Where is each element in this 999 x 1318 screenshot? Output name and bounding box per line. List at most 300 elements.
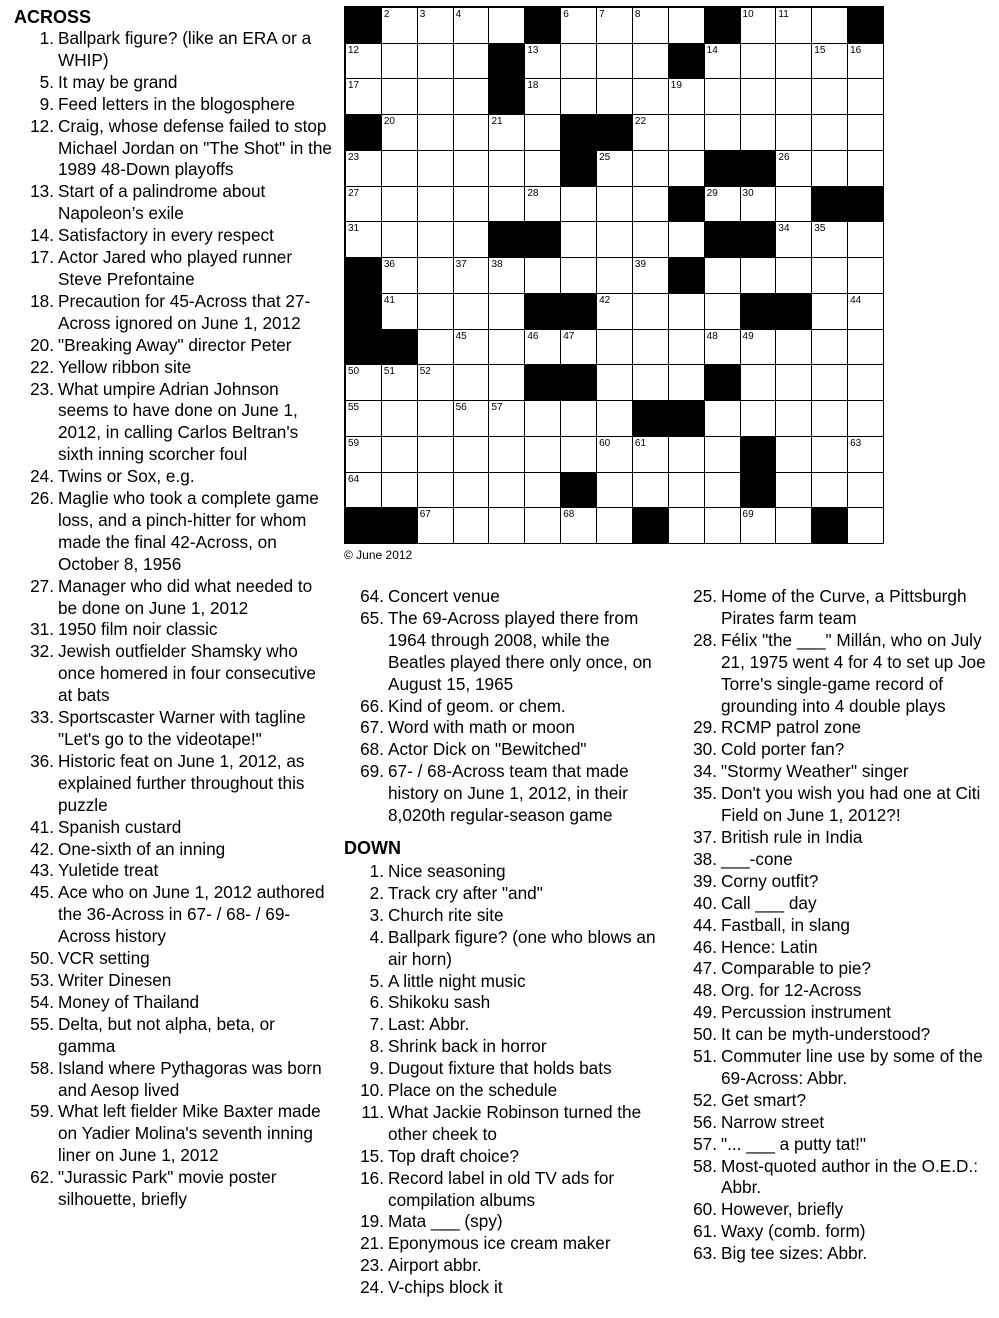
grid-square[interactable] <box>669 437 705 473</box>
grid-square[interactable] <box>382 79 418 115</box>
grid-square[interactable] <box>561 222 597 258</box>
grid-square[interactable] <box>705 508 741 544</box>
grid-square[interactable] <box>489 115 525 151</box>
square-number: 61 <box>634 437 647 449</box>
grid-square[interactable] <box>346 401 382 437</box>
clue-number: 27. <box>30 575 54 596</box>
grid-square[interactable] <box>633 115 669 151</box>
grid-square[interactable] <box>418 151 454 187</box>
grid-square[interactable] <box>669 222 705 258</box>
clue-text: Jewish outfielder Shamsky who once homered in four consecutive at bats <box>58 641 316 706</box>
grid-block-square <box>346 508 382 544</box>
clue-text: Satisfactory in every respect <box>58 225 274 246</box>
grid-square[interactable] <box>454 365 490 401</box>
clue-text: One-sixth of an inning <box>58 838 226 859</box>
grid-square[interactable] <box>776 79 812 115</box>
grid-square[interactable] <box>669 473 705 509</box>
grid-square[interactable] <box>561 330 597 366</box>
clue-item <box>344 761 664 827</box>
grid-square[interactable] <box>382 8 418 44</box>
grid-square[interactable] <box>812 473 848 509</box>
square-number: 38 <box>491 259 503 271</box>
grid-square[interactable] <box>382 294 418 330</box>
clue-number: 15. <box>360 1145 384 1166</box>
grid-square[interactable] <box>597 79 633 115</box>
grid-square[interactable] <box>848 294 884 330</box>
grid-square[interactable] <box>489 401 525 437</box>
clue-number: 53. <box>30 969 54 990</box>
grid-square[interactable] <box>812 330 848 366</box>
square-number: 68 <box>563 509 575 521</box>
grid-square[interactable] <box>382 473 418 509</box>
clue-text: "... ___ a putty tat!" <box>721 1133 867 1154</box>
square-number: 14 <box>706 44 718 56</box>
down-clue-list <box>344 861 664 1299</box>
grid-square[interactable] <box>382 44 418 80</box>
clue-item <box>344 1211 664 1233</box>
grid-square[interactable] <box>561 401 597 437</box>
grid-square[interactable] <box>382 258 418 294</box>
grid-square[interactable] <box>633 437 669 473</box>
grid-square[interactable] <box>705 258 741 294</box>
square-number: 52 <box>419 366 431 378</box>
grid-square[interactable] <box>741 115 777 151</box>
clue-number: 50. <box>30 948 54 969</box>
grid-square[interactable] <box>741 8 777 44</box>
grid-square[interactable] <box>489 187 525 223</box>
grid-square[interactable] <box>633 44 669 80</box>
grid-square[interactable] <box>525 258 561 294</box>
grid-square[interactable] <box>812 115 848 151</box>
grid-square[interactable] <box>346 187 382 223</box>
grid-square[interactable] <box>561 187 597 223</box>
clue-number: 59. <box>30 1101 54 1122</box>
grid-square[interactable] <box>848 115 884 151</box>
grid-square[interactable] <box>382 151 418 187</box>
grid-square[interactable] <box>418 508 454 544</box>
clue-number: 21. <box>360 1233 384 1254</box>
grid-square[interactable] <box>776 330 812 366</box>
clue-item <box>344 717 664 739</box>
clue-number: 48. <box>693 980 717 1001</box>
clue-number: 46. <box>693 936 717 957</box>
clue-text: Actor Dick on "Bewitched" <box>388 739 587 760</box>
grid-square[interactable] <box>669 115 705 151</box>
grid-square[interactable] <box>561 8 597 44</box>
grid-square[interactable] <box>418 187 454 223</box>
grid-square[interactable] <box>418 401 454 437</box>
grid-square[interactable] <box>848 151 884 187</box>
clue-number: 60. <box>693 1199 717 1220</box>
clue-text: Money of Thailand <box>58 991 200 1012</box>
square-number: 12 <box>348 44 360 56</box>
clue-item <box>677 630 989 718</box>
right-clues-column <box>677 586 989 1265</box>
grid-square[interactable] <box>812 79 848 115</box>
grid-square[interactable] <box>454 508 490 544</box>
grid-square[interactable] <box>525 187 561 223</box>
grid-square[interactable] <box>597 44 633 80</box>
grid-square[interactable] <box>776 437 812 473</box>
grid-block-square <box>346 330 382 366</box>
clue-text: Hence: Latin <box>721 936 818 957</box>
square-number: 22 <box>634 116 647 128</box>
clue-number: 30. <box>693 739 717 760</box>
grid-square[interactable] <box>418 365 454 401</box>
clue-text: Ballpark figure? (one who blows an air horn) <box>388 926 656 969</box>
clue-item <box>677 937 989 959</box>
grid-square[interactable] <box>454 401 490 437</box>
clue-item <box>344 1036 664 1058</box>
grid-square[interactable] <box>561 258 597 294</box>
clue-number: 23. <box>360 1255 384 1276</box>
square-number: 69 <box>742 509 754 521</box>
clue-number: 5. <box>39 71 54 92</box>
grid-square[interactable] <box>848 258 884 294</box>
grid-square[interactable] <box>418 330 454 366</box>
clue-text: "Jurassic Park" movie poster silhouette, briefly <box>58 1167 277 1210</box>
grid-square[interactable] <box>525 79 561 115</box>
clue-item <box>677 1024 989 1046</box>
grid-square[interactable] <box>597 508 633 544</box>
grid-block-square <box>525 8 561 44</box>
grid-square[interactable] <box>848 365 884 401</box>
grid-square[interactable] <box>776 187 812 223</box>
grid-square[interactable] <box>525 437 561 473</box>
grid-square[interactable] <box>705 330 741 366</box>
grid-square[interactable] <box>669 294 705 330</box>
grid-block-square <box>561 294 597 330</box>
down-heading: DOWN <box>344 837 401 858</box>
clue-number: 32. <box>30 641 54 662</box>
grid-square[interactable] <box>525 330 561 366</box>
square-number: 39 <box>634 259 647 271</box>
grid-square[interactable] <box>418 115 454 151</box>
grid-square[interactable] <box>848 44 884 80</box>
grid-square[interactable] <box>597 473 633 509</box>
square-number: 42 <box>599 294 611 306</box>
square-number: 67 <box>419 509 431 521</box>
grid-square[interactable] <box>705 437 741 473</box>
clue-item <box>14 992 332 1014</box>
grid-square[interactable] <box>382 115 418 151</box>
grid-square[interactable] <box>489 151 525 187</box>
grid-square[interactable] <box>489 473 525 509</box>
clue-item <box>677 1046 989 1090</box>
grid-square[interactable] <box>382 401 418 437</box>
grid-square[interactable] <box>597 187 633 223</box>
grid-square[interactable] <box>848 330 884 366</box>
grid-square[interactable] <box>597 437 633 473</box>
grid-square[interactable] <box>633 187 669 223</box>
grid-square[interactable] <box>597 151 633 187</box>
grid-block-square <box>741 473 777 509</box>
grid-square[interactable] <box>561 79 597 115</box>
grid-square[interactable] <box>633 330 669 366</box>
grid-square[interactable] <box>705 115 741 151</box>
grid-square[interactable] <box>454 222 490 258</box>
grid-square[interactable] <box>489 437 525 473</box>
clue-text: Ace who on June 1, 2012 authored the 36-Across in 67- / 68- / 69-Across history <box>58 882 325 947</box>
clue-text: Percussion instrument <box>721 1002 892 1023</box>
grid-square[interactable] <box>418 79 454 115</box>
grid-square[interactable] <box>776 8 812 44</box>
grid-square[interactable] <box>418 44 454 80</box>
grid-square[interactable] <box>418 222 454 258</box>
clue-text: Comparable to pie? <box>721 958 872 979</box>
clue-text: Place on the schedule <box>388 1080 558 1101</box>
clue-text: What Jackie Robinson turned the other cheek to <box>388 1101 642 1144</box>
grid-square[interactable] <box>669 8 705 44</box>
clue-item <box>14 1101 332 1167</box>
clue-item <box>14 94 332 116</box>
grid-square[interactable] <box>705 44 741 80</box>
grid-square[interactable] <box>597 8 633 44</box>
grid-square[interactable] <box>812 437 848 473</box>
grid-square[interactable] <box>561 508 597 544</box>
grid-square[interactable] <box>705 79 741 115</box>
grid-square[interactable] <box>848 401 884 437</box>
grid-square[interactable] <box>848 437 884 473</box>
grid-square[interactable] <box>812 258 848 294</box>
clue-item <box>14 1058 332 1102</box>
grid-square[interactable] <box>812 44 848 80</box>
grid-square[interactable] <box>741 401 777 437</box>
grid-square[interactable] <box>848 79 884 115</box>
grid-square[interactable] <box>812 401 848 437</box>
grid-block-square <box>561 365 597 401</box>
grid-square[interactable] <box>454 294 490 330</box>
square-number: 21 <box>491 116 503 128</box>
grid-square[interactable] <box>776 115 812 151</box>
crossword-grid <box>344 6 884 544</box>
clue-text: A little night music <box>388 970 526 991</box>
square-number: 34 <box>778 223 790 235</box>
grid-square[interactable] <box>382 187 418 223</box>
clue-number: 45. <box>30 882 54 903</box>
grid-square[interactable] <box>561 437 597 473</box>
grid-square[interactable] <box>741 79 777 115</box>
clue-number: 23. <box>30 378 54 399</box>
clue-number: 56. <box>693 1111 717 1132</box>
square-number: 13 <box>527 44 539 56</box>
clue-number: 22. <box>30 356 54 377</box>
grid-square[interactable] <box>776 365 812 401</box>
clue-number: 58. <box>693 1155 717 1176</box>
grid-square[interactable] <box>776 151 812 187</box>
grid-square[interactable] <box>669 151 705 187</box>
grid-square[interactable] <box>454 44 490 80</box>
grid-square[interactable] <box>489 294 525 330</box>
grid-block-square <box>346 115 382 151</box>
grid-square[interactable] <box>741 258 777 294</box>
grid-square[interactable] <box>705 187 741 223</box>
grid-square[interactable] <box>812 365 848 401</box>
grid-square[interactable] <box>741 330 777 366</box>
grid-square[interactable] <box>454 187 490 223</box>
grid-square[interactable] <box>669 330 705 366</box>
grid-square[interactable] <box>489 8 525 44</box>
grid-square[interactable] <box>346 44 382 80</box>
grid-square[interactable] <box>454 79 490 115</box>
grid-square[interactable] <box>454 151 490 187</box>
grid-square[interactable] <box>382 365 418 401</box>
grid-square[interactable] <box>812 151 848 187</box>
grid-square[interactable] <box>741 44 777 80</box>
grid-square[interactable] <box>633 258 669 294</box>
grid-square[interactable] <box>633 473 669 509</box>
clue-item <box>677 586 989 630</box>
clue-number: 36. <box>30 750 54 771</box>
grid-square[interactable] <box>382 437 418 473</box>
clue-item <box>677 893 989 915</box>
clue-item <box>14 619 332 641</box>
grid-square[interactable] <box>346 151 382 187</box>
square-number: 7 <box>599 9 605 20</box>
clue-item <box>14 1167 332 1211</box>
grid-square[interactable] <box>633 8 669 44</box>
grid-square[interactable] <box>848 508 884 544</box>
grid-square[interactable] <box>525 44 561 80</box>
clue-text: Manager who did what needed to be done on June 1, 2012 <box>58 575 313 618</box>
square-number: 29 <box>706 187 718 199</box>
grid-square[interactable] <box>454 330 490 366</box>
square-number: 51 <box>383 366 395 378</box>
grid-square[interactable] <box>525 151 561 187</box>
grid-square[interactable] <box>633 294 669 330</box>
grid-square[interactable] <box>454 473 490 509</box>
grid-square[interactable] <box>705 473 741 509</box>
clue-item <box>344 739 664 761</box>
clue-item <box>344 927 664 971</box>
clue-text: Corny outfit? <box>721 870 819 891</box>
clue-item <box>677 827 989 849</box>
grid-square[interactable] <box>741 508 777 544</box>
grid-square[interactable] <box>776 258 812 294</box>
grid-square[interactable] <box>669 79 705 115</box>
grid-square[interactable] <box>848 473 884 509</box>
grid-square[interactable] <box>418 8 454 44</box>
clue-item <box>344 1233 664 1255</box>
square-number: 4 <box>455 9 462 20</box>
grid-block-square <box>812 187 848 223</box>
grid-square[interactable] <box>454 8 490 44</box>
grid-square[interactable] <box>597 401 633 437</box>
grid-square[interactable] <box>597 330 633 366</box>
grid-square[interactable] <box>741 365 777 401</box>
grid-square[interactable] <box>454 115 490 151</box>
clue-item <box>344 1102 664 1146</box>
square-number: 11 <box>778 9 789 20</box>
grid-square[interactable] <box>633 151 669 187</box>
grid-square[interactable] <box>418 437 454 473</box>
grid-square[interactable] <box>346 473 382 509</box>
square-number: 63 <box>850 437 862 449</box>
clue-item <box>677 1090 989 1112</box>
grid-square[interactable] <box>382 222 418 258</box>
clue-item <box>677 1221 989 1243</box>
clue-item <box>14 357 332 379</box>
square-number: 49 <box>742 330 754 342</box>
across-clue-list <box>14 28 332 1211</box>
clue-text: The 69-Across played there from 1964 through 2008, while the Beatles played there only once, on August 15, 1965 <box>388 607 652 694</box>
grid-square[interactable] <box>776 473 812 509</box>
grid-square[interactable] <box>454 258 490 294</box>
grid-block-square <box>705 365 741 401</box>
grid-square[interactable] <box>741 187 777 223</box>
grid-square[interactable] <box>776 401 812 437</box>
grid-square[interactable] <box>669 365 705 401</box>
grid-square[interactable] <box>776 44 812 80</box>
grid-square[interactable] <box>812 8 848 44</box>
clue-number: 2. <box>369 882 384 903</box>
grid-square[interactable] <box>489 258 525 294</box>
grid-square[interactable] <box>669 508 705 544</box>
clue-number: 8. <box>369 1036 384 1057</box>
grid-square[interactable] <box>418 258 454 294</box>
grid-square[interactable] <box>525 473 561 509</box>
grid-square[interactable] <box>633 79 669 115</box>
grid-block-square <box>561 473 597 509</box>
clue-item <box>677 783 989 827</box>
grid-square[interactable] <box>597 294 633 330</box>
grid-square[interactable] <box>812 222 848 258</box>
grid-square[interactable] <box>705 294 741 330</box>
grid-square[interactable] <box>597 222 633 258</box>
clue-item <box>677 1199 989 1221</box>
grid-square[interactable] <box>489 365 525 401</box>
grid-square[interactable] <box>848 222 884 258</box>
grid-square[interactable] <box>346 79 382 115</box>
grid-square[interactable] <box>454 437 490 473</box>
grid-square[interactable] <box>597 365 633 401</box>
clue-number: 3. <box>369 904 384 925</box>
grid-square[interactable] <box>776 508 812 544</box>
grid-square[interactable] <box>633 222 669 258</box>
grid-square[interactable] <box>418 473 454 509</box>
grid-square[interactable] <box>561 44 597 80</box>
grid-block-square <box>776 294 812 330</box>
grid-square[interactable] <box>525 401 561 437</box>
grid-square[interactable] <box>346 222 382 258</box>
grid-square[interactable] <box>489 508 525 544</box>
grid-square[interactable] <box>812 294 848 330</box>
grid-square[interactable] <box>597 258 633 294</box>
clue-number: 11. <box>361 1101 384 1122</box>
clue-item <box>677 1134 989 1156</box>
across-clue-list-continued <box>344 586 664 827</box>
grid-square[interactable] <box>418 294 454 330</box>
clue-number: 44. <box>693 914 717 935</box>
grid-square[interactable] <box>346 437 382 473</box>
clue-text: RCMP patrol zone <box>721 717 862 738</box>
clue-text: Fastball, in slang <box>721 914 850 935</box>
grid-square[interactable] <box>776 222 812 258</box>
grid-square[interactable] <box>705 401 741 437</box>
clue-item <box>14 707 332 751</box>
grid-block-square <box>382 330 418 366</box>
grid-square[interactable] <box>525 508 561 544</box>
grid-square[interactable] <box>525 115 561 151</box>
grid-square[interactable] <box>346 365 382 401</box>
clue-text: Don't you wish you had one at Citi Field on June 1, 2012?! <box>721 783 981 826</box>
clue-item <box>344 608 664 696</box>
clue-text: Narrow street <box>721 1111 825 1132</box>
grid-block-square <box>741 437 777 473</box>
grid-square[interactable] <box>633 365 669 401</box>
grid-square[interactable] <box>489 330 525 366</box>
clue-text: It can be myth-understood? <box>721 1024 931 1045</box>
